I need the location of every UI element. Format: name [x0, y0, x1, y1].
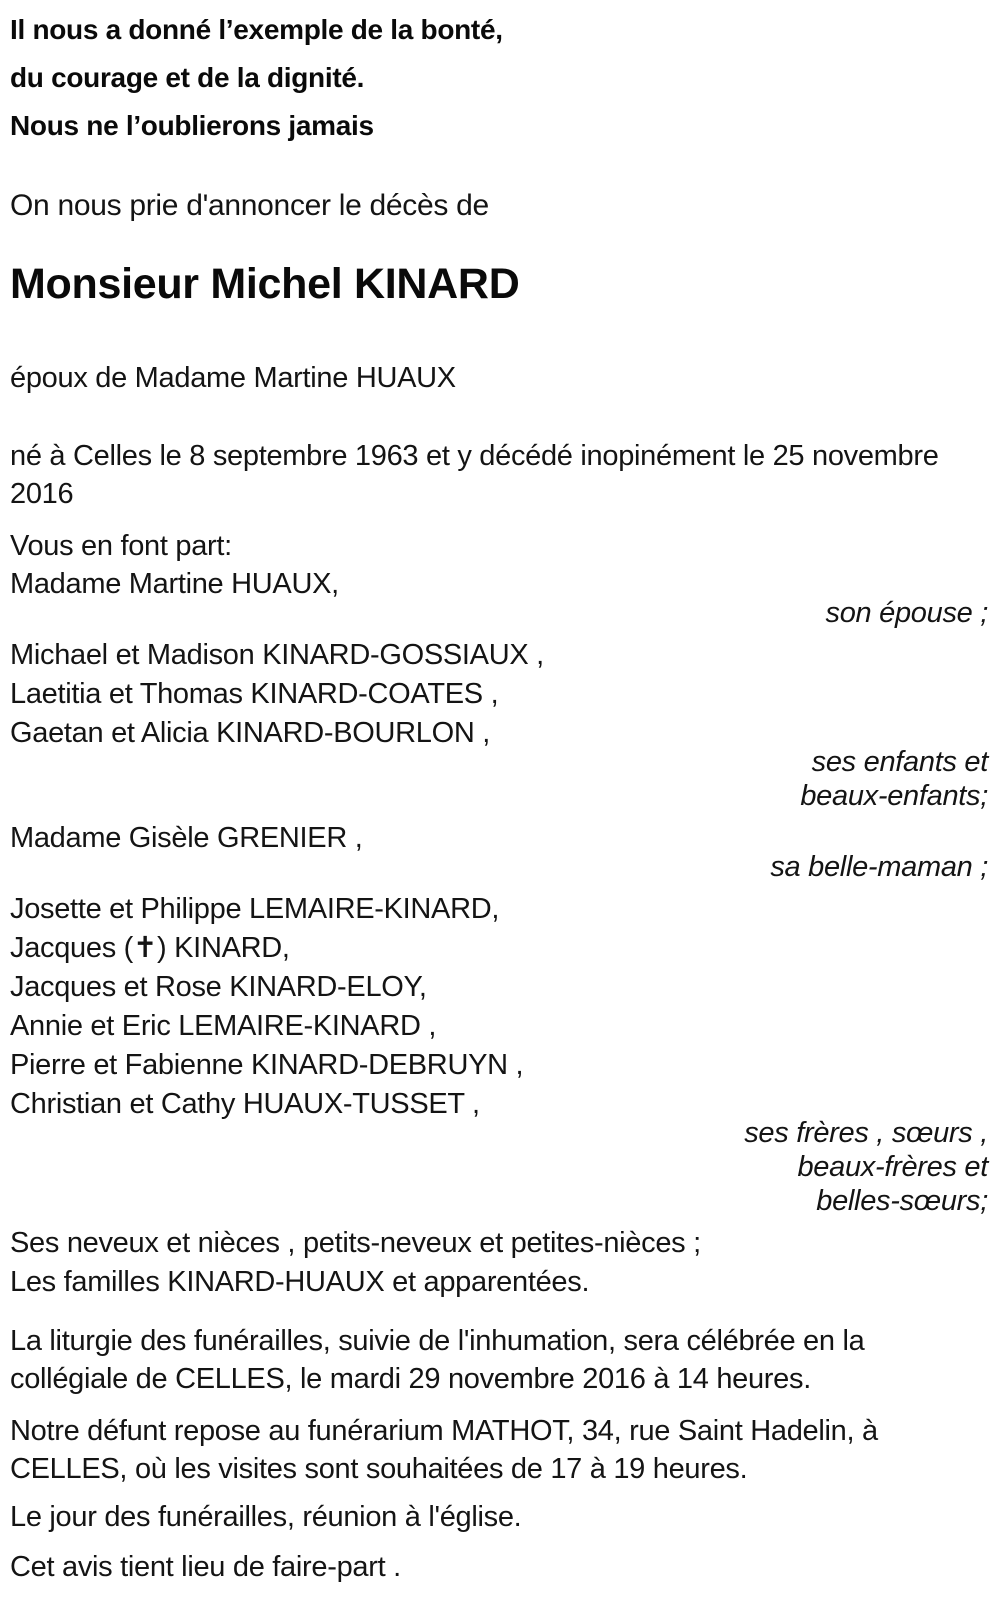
relation-line: beaux-frères et [797, 1151, 988, 1183]
family-member-line: Pierre et Fabienne KINARD-DEBRUYN , [10, 1049, 524, 1081]
relation-line: ses enfants et [811, 746, 988, 778]
birth-death-line: né à Celles le 8 septembre 1963 et y décédé inopinément le 25 novembre [10, 440, 939, 472]
family-group-children [10, 636, 988, 813]
family-member-line: Michael et Madison KINARD-GOSSIAUX , [10, 639, 544, 671]
family-member-line: Christian et Cathy HUAUX-TUSSET , [10, 1088, 480, 1120]
family-group-spouse [10, 565, 988, 630]
family-member-line: Madame Martine HUAUX, [10, 568, 339, 600]
family-member-line: Jacques et Rose KINARD-ELOY, [10, 971, 427, 1003]
family-member-line: Laetitia et Thomas KINARD-COATES , [10, 678, 499, 710]
epitaph [10, 6, 988, 150]
relation-line: belles-sœurs; [816, 1185, 988, 1217]
epitaph-line: Il nous a donné l’exemple de la bonté, [10, 14, 503, 45]
funerarium-line: CELLES, où les visites sont souhaitées de 17 à 19 heures. [10, 1453, 748, 1485]
funerarium-paragraph [10, 1412, 988, 1488]
ceremony-section [10, 1322, 988, 1586]
relation-line: sa belle-maman ; [770, 851, 988, 883]
relation-block [10, 1116, 988, 1218]
notice-paragraph [10, 1548, 988, 1586]
family-intro: Vous en font part: [10, 530, 232, 562]
deceased-name-title: Monsieur Michel KINARD [10, 260, 520, 308]
relation-block [10, 745, 988, 813]
notice-line: Cet avis tient lieu de faire-part . [10, 1551, 401, 1583]
epitaph-line: du courage et de la dignité. [10, 62, 365, 93]
epitaph-line: Nous ne l’oublierons jamais [10, 110, 374, 141]
family-closing-line: Les familles KINARD-HUAUX et apparentées. [10, 1266, 590, 1298]
relation-line: beaux-enfants; [800, 780, 988, 812]
relation-line: ses frères , sœurs , [744, 1117, 988, 1149]
birth-death-paragraph [10, 437, 988, 513]
family-member-line: Jacques (✝) KINARD, [10, 932, 290, 964]
liturgy-line: collégiale de CELLES, le mardi 29 novembre 2016 à 14 heures. [10, 1363, 811, 1395]
family-closing-line: Ses neveux et nièces , petits-neveux et petites-nièces ; [10, 1227, 701, 1259]
spouse-line: époux de Madame Martine HUAUX [10, 362, 456, 394]
birth-death-line: 2016 [10, 478, 74, 510]
liturgy-line: La liturgie des funérailles, suivie de l'inhumation, sera célébrée en la [10, 1325, 865, 1357]
family-member-line: Josette et Philippe LEMAIRE-KINARD, [10, 893, 500, 925]
family-member-line: Gaetan et Alicia KINARD-BOURLON , [10, 717, 491, 749]
announcement-intro: On nous prie d'annoncer le décès de [10, 189, 489, 222]
funerarium-line: Notre défunt repose au funérarium MATHOT, 34, rue Saint Hadelin, à [10, 1415, 878, 1447]
family-member-line: Madame Gisèle GRENIER , [10, 822, 363, 854]
family-member-line: Annie et Eric LEMAIRE-KINARD , [10, 1010, 437, 1042]
relation-line: son épouse ; [825, 597, 988, 629]
family-group-siblings [10, 890, 988, 1218]
liturgy-paragraph [10, 1322, 988, 1398]
church-meeting-paragraph [10, 1498, 988, 1536]
family-list [10, 565, 988, 1302]
church-meeting-line: Le jour des funérailles, réunion à l'église. [10, 1501, 522, 1533]
family-group-mother-in-law [10, 819, 988, 884]
